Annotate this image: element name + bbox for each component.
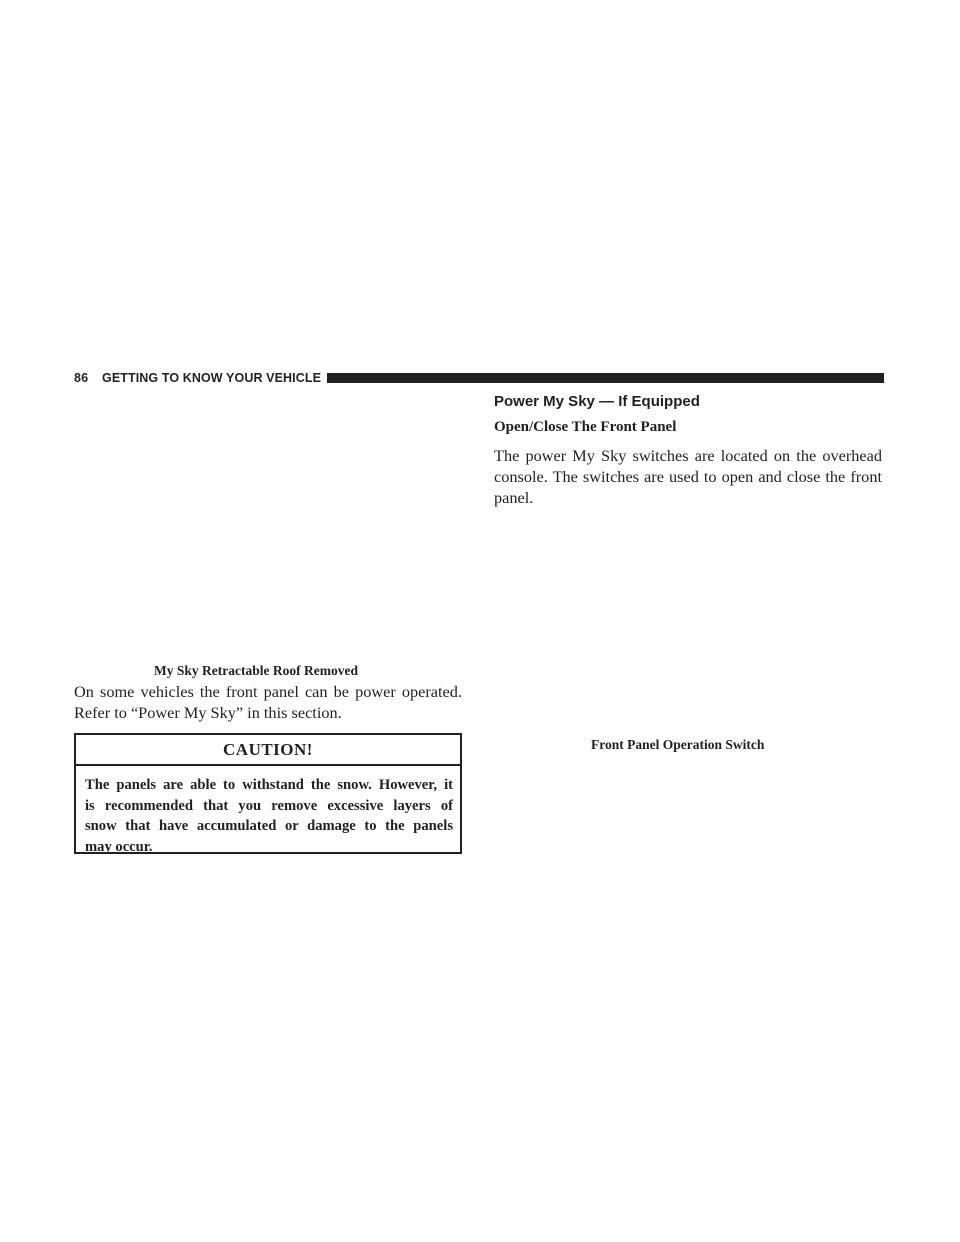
paragraph-line: panel. xyxy=(494,488,534,507)
header-rule xyxy=(327,373,884,383)
caution-line: is recommended that you remove excessive layers of xyxy=(85,797,453,814)
running-header xyxy=(74,371,884,385)
section-title: GETTING TO KNOW YOUR VEHICLE xyxy=(102,371,322,385)
paragraph-line: console. The switches are used to open and close the front xyxy=(494,467,882,486)
power-my-sky-heading: Power My Sky — If Equipped xyxy=(494,393,700,410)
paragraph-line: On some vehicles the front panel can be power operated. xyxy=(74,682,462,701)
paragraph-line: Refer to “Power My Sky” in this section. xyxy=(74,703,342,722)
page-number: 86 xyxy=(74,371,89,385)
caution-box xyxy=(74,733,462,854)
caution-text xyxy=(85,775,453,857)
front-panel-paragraph xyxy=(74,681,462,723)
caution-title: CAUTION! xyxy=(76,735,460,766)
caution-line: snow that have accumulated or damage to the panels xyxy=(85,818,453,834)
switches-paragraph xyxy=(494,445,882,508)
caution-line: may occur. xyxy=(85,838,153,855)
caution-line: The panels are able to withstand the snow. However, it xyxy=(85,777,453,793)
figure-caption-operation-switch: Front Panel Operation Switch xyxy=(591,737,765,752)
open-close-subheading: Open/Close The Front Panel xyxy=(494,419,677,435)
paragraph-line: The power My Sky switches are located on the overhead xyxy=(494,446,882,465)
figure-caption-roof-removed: My Sky Retractable Roof Removed xyxy=(154,663,358,678)
